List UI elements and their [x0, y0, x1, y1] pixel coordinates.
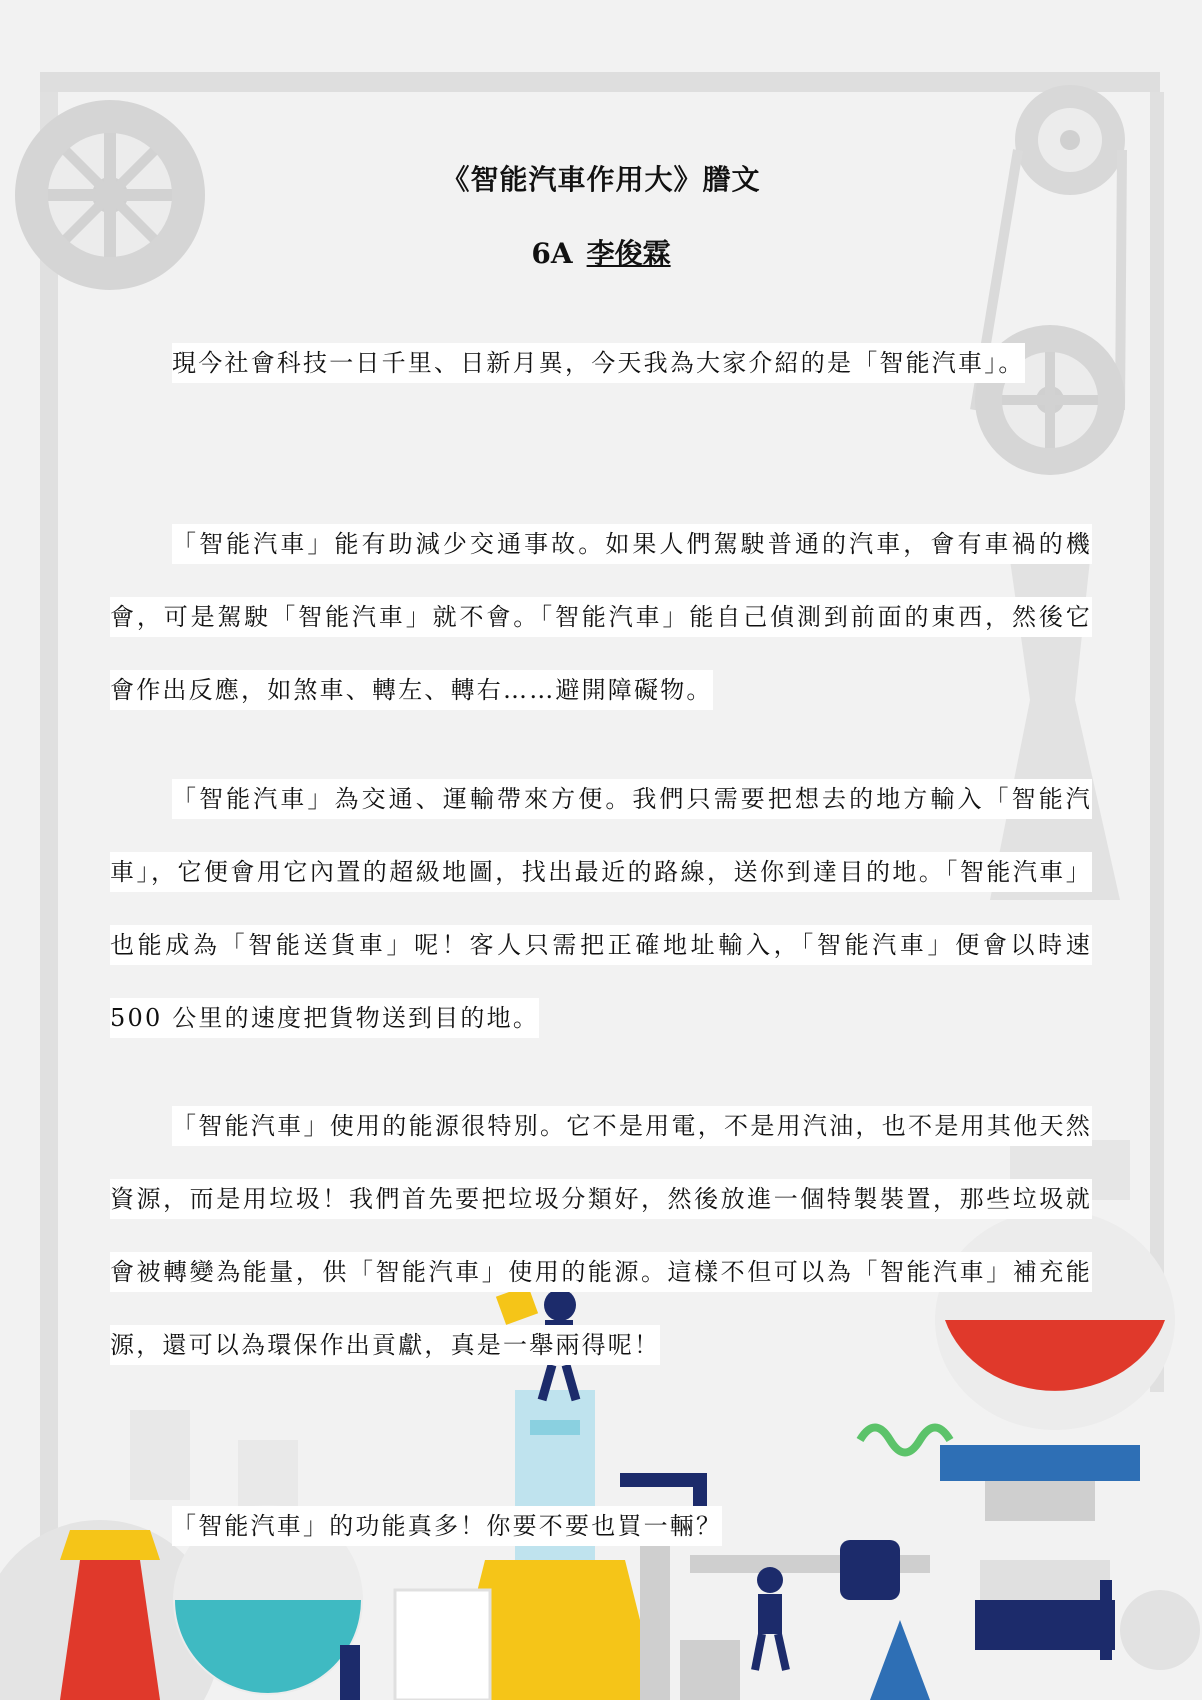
- paragraph: [110, 508, 1092, 727]
- paragraph-text: 「智能汽車」能有助減少交通事故。如果人們駕駛普通的汽車，會有車禍的機會，可是駕駛「智能汽車」就不會。「智能汽車」能自己偵測到前面的東西，然後它會作出反應，如煞車、轉左、轉右……避開障礙物。: [110, 524, 1092, 710]
- author-line: [0, 232, 1202, 272]
- paragraph: [110, 1490, 1092, 1563]
- paragraph-text: 現今社會科技一日千里、日新月異，今天我為大家介紹的是「智能汽車」。: [172, 343, 1025, 383]
- author-name: 李俊霖: [586, 237, 671, 270]
- author-class: 6A: [531, 237, 573, 270]
- paragraph-text: 「智能汽車」為交通、運輸帶來方便。我們只需要把想去的地方輸入「智能汽車」，它便會用它內置的超級地圖，找出最近的路線，送你到達目的地。「智能汽車」也能成為「智能送貨車」呢！客人只需把正確地址輸入，「智能汽車」便會以時速 500 公里的速度把貨物送到目的地。: [110, 779, 1092, 1038]
- paragraph-text: 「智能汽車」的功能真多！你要不要也買一輛？: [172, 1506, 722, 1546]
- paragraph: [110, 1090, 1092, 1382]
- paragraph-text: 「智能汽車」使用的能源很特別。它不是用電，不是用汽油，也不是用其他天然資源，而是用垃圾！我們首先要把垃圾分類好，然後放進一個特製裝置，那些垃圾就會被轉變為能量，供「智能汽車」使用的能源。這樣不但可以為「智能汽車」補充能源，還可以為環保作出貢獻，真是一舉兩得呢！: [110, 1106, 1092, 1365]
- paragraph: [110, 763, 1092, 1055]
- paragraph: [110, 327, 1092, 400]
- document-title: 《智能汽車作用大》謄文: [441, 163, 761, 196]
